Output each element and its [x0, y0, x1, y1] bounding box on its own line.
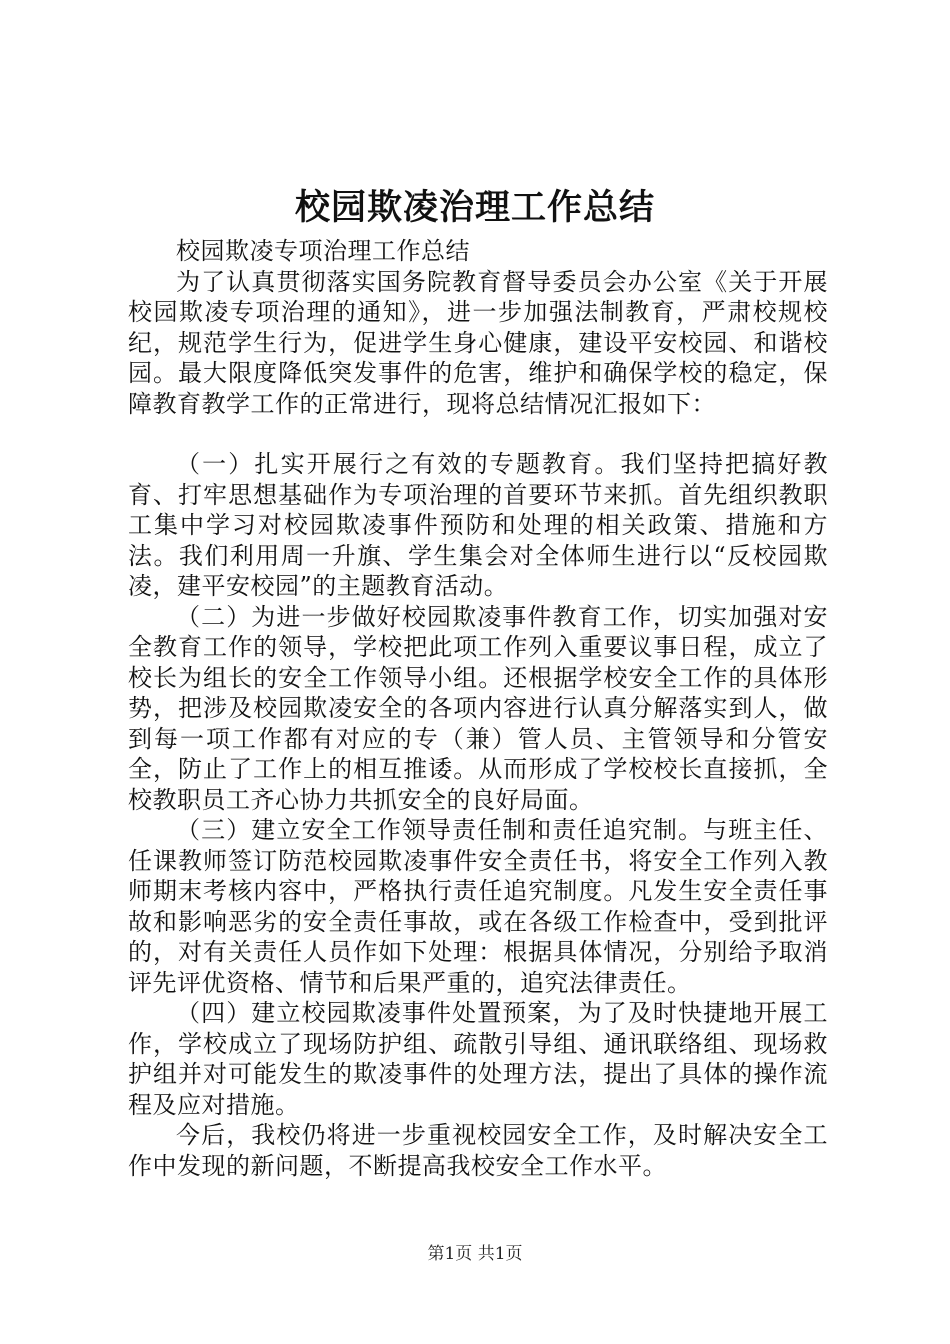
section-2-paragraph: （二）为进一步做好校园欺凌事件教育工作，切实加强对安全教育工作的领导，学校把此项工作列入重要议事日程，成立了校长为组长的安全工作领导小组。还根据学校安全工作的具体形势，把涉及校园欺凌安全的各项内容进行认真分解落实到人，做到每一项工作都有对应的专（兼）管人员、主管领导和分管安全，防止了工作上的相互推诿。从而形成了学校校长直接抓，全校教职员工齐心协力共抓安全的良好局面。: [128, 602, 828, 814]
intro-paragraph: 为了认真贯彻落实国务院教育督导委员会办公室《关于开展校园欺凌专项治理的通知》，进一步加强法制教育，严肃校规校纪，规范学生行为，促进学生身心健康，建设平安校园、和谐校园。最大限度降低突发事件的危害，维护和确保学校的稳定，保障教育教学工作的正常进行，现将总结情况汇报如下：: [128, 267, 828, 418]
document-title: 校园欺凌治理工作总结: [294, 187, 655, 228]
subtitle-paragraph: 校园欺凌专项治理工作总结: [176, 237, 470, 265]
page-footer: 第1页 共1页: [427, 1244, 523, 1264]
section-3-paragraph: （三）建立安全工作领导责任制和责任追究制。与班主任、任课教师签订防范校园欺凌事件安全责任书，将安全工作列入教师期末考核内容中，严格执行责任追究制度。凡发生安全责任事故和影响恶劣的安全责任事故，或在各级工作检查中，受到批评的，对有关责任人员作如下处理：根据具体情况，分别给予取消评先评优资格、情节和后果严重的，追究法律责任。: [128, 816, 828, 997]
section-1-paragraph: （一）扎实开展行之有效的专题教育。我们坚持把搞好教育、打牢思想基础作为专项治理的首要环节来抓。首先组织教职工集中学习对校园欺凌事件预防和处理的相关政策、措施和方法。我们利用周一升旗、学生集会对全体师生进行以“反校园欺凌，建平安校园”的主题教育活动。: [128, 450, 828, 600]
section-4-paragraph: （四）建立校园欺凌事件处置预案，为了及时快捷地开展工作，学校成立了现场防护组、疏散引导组、通讯联络组、现场救护组并对可能发生的欺凌事件的处理方法，提出了具体的操作流程及应对措施。: [128, 999, 828, 1119]
closing-paragraph: 今后，我校仍将进一步重视校园安全工作，及时解决安全工作中发现的新问题，不断提高我校安全工作水平。: [128, 1121, 828, 1180]
document-body: [128, 236, 828, 1181]
